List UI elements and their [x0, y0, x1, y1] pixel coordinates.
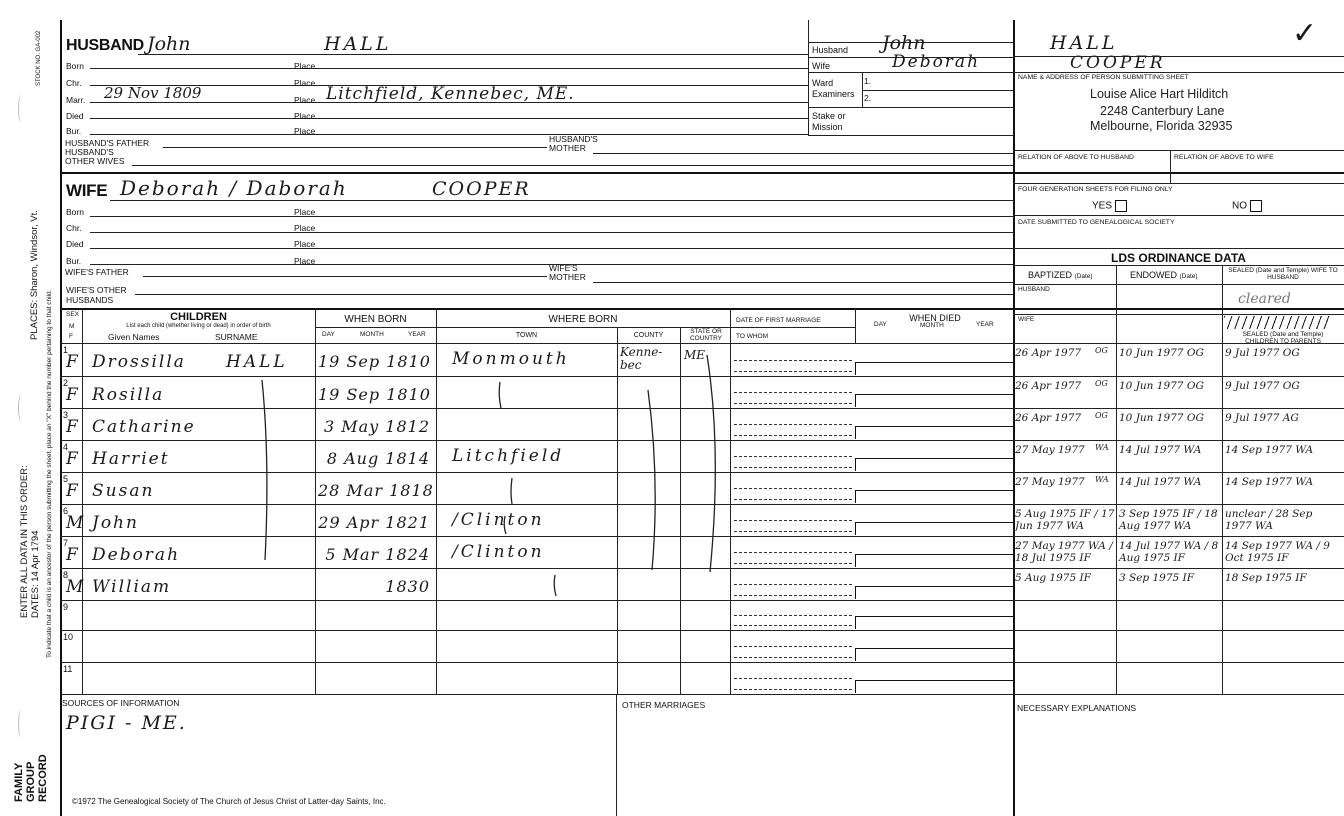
child-endowed: 14 Jul 1977 WA: [1119, 476, 1202, 488]
child-sex: F: [66, 481, 78, 501]
ward-examiner-2: 2.: [864, 93, 872, 103]
child-baptized: 26 Apr 1977: [1015, 412, 1082, 424]
child-birth-date: 29 Apr 1821: [318, 513, 430, 532]
ancestor-note: To indicate that a child is an ancestor of the person submitting the sheet, place an "X" behind the number pertaining to that child.: [46, 289, 53, 658]
child-baptized: 5 Aug 1975 IF: [1015, 572, 1091, 584]
child-birth-date: 3 May 1812: [323, 417, 430, 436]
tr-husband-label: Husband: [812, 45, 849, 55]
wife-given: Deborah / Daborah: [120, 176, 348, 200]
child-baptized: 27 May 1977 WA / 18 Jul 1975 IF: [1015, 540, 1113, 564]
child-birth-date: 19 Sep 1810: [318, 385, 431, 404]
child-number: 8: [63, 570, 69, 580]
child-given-name: Deborah: [92, 545, 181, 565]
place-label: Place: [294, 223, 316, 233]
relation-wife-label: RELATION OF ABOVE TO WIFE: [1174, 154, 1274, 161]
child-baptized: 26 Apr 1977: [1015, 347, 1082, 359]
child-number: 11: [63, 664, 73, 674]
place-label: Place: [294, 256, 316, 266]
cleared-note: cleared: [1238, 291, 1291, 307]
child-birth-date: 5 Mar 1824: [325, 545, 430, 564]
wife-chr-label: Chr.: [66, 223, 82, 233]
child-endowed: 10 Jun 1977 OG: [1119, 380, 1204, 392]
husband-title: HUSBAND: [66, 37, 144, 54]
wife-other-husbands-label: WIFE'S OTHER HUSBANDS: [66, 285, 127, 305]
places-line: PLACES: Sharon, Windsor, Vt.: [29, 210, 40, 340]
wife-mother-label: WIFE'S MOTHER: [549, 263, 586, 282]
copyright: ©1972 The Genealogical Society of The Church of Jesus Christ of Latter-day Saints, Inc.: [72, 797, 386, 806]
tr-wife-label: Wife: [812, 61, 830, 71]
endowed-header: ENDOWED (Date): [1130, 270, 1198, 280]
lds-wife-label: WIFE: [1018, 316, 1035, 323]
child-endowed: 3 Sep 1975 IF / 18 Aug 1977 WA: [1119, 508, 1218, 532]
check-mark-icon: ✓: [1292, 16, 1318, 51]
submitter-label: NAME & ADDRESS OF PERSON SUBMITTING SHEET: [1018, 74, 1189, 81]
husband-given: John: [147, 33, 191, 55]
necessary-explanations-label: NECESSARY EXPLANATIONS: [1017, 703, 1137, 713]
to-whom-header: TO WHOM: [736, 333, 769, 340]
child-sex: F: [66, 545, 78, 565]
wife-father-label: WIFE'S FATHER: [65, 267, 129, 277]
husband-surname: HALL: [324, 33, 392, 55]
yes-option[interactable]: YES: [1092, 200, 1127, 212]
husband-bur-label: Bur.: [66, 126, 82, 136]
child-birth-town: Monmouth: [452, 349, 570, 369]
sex-f-header: F: [69, 333, 73, 340]
place-label: Place: [294, 207, 316, 217]
husband-mother-label: HUSBAND'S MOTHER: [549, 134, 598, 153]
day-header: DAY: [322, 331, 335, 338]
child-sealed: 14 Sep 1977 WA: [1225, 476, 1314, 488]
child-birth-date: 19 Sep 1810: [318, 352, 431, 371]
child-baptized: 27 May 1977: [1015, 476, 1085, 488]
four-gen-label: FOUR GENERATION SHEETS FOR FILING ONLY: [1018, 186, 1173, 193]
husband-chr-label: Chr.: [66, 78, 82, 88]
child-surname: HALL: [226, 352, 288, 372]
place-label: Place: [294, 111, 316, 121]
child-endowed: 3 Sep 1975 IF: [1119, 572, 1194, 584]
wife-surname: COOPER: [432, 178, 531, 200]
child-sealed: 9 Jul 1977 OG: [1225, 380, 1300, 392]
child-birth-town: Litchfield: [452, 446, 565, 466]
baptized-header: BAPTIZED (Date): [1028, 270, 1093, 280]
husband-marr-date: 29 Nov 1809: [104, 84, 202, 102]
town-header: TOWN: [515, 332, 538, 339]
tr-husband-surname: HALL: [1050, 32, 1118, 54]
child-given-name: Drossilla: [92, 352, 186, 372]
child-birth-date: 28 Mar 1818: [318, 481, 434, 500]
sources-label: SOURCES OF INFORMATION: [62, 698, 180, 708]
place-label: Place: [294, 61, 316, 71]
other-marriages-label: OTHER MARRIAGES: [622, 700, 706, 710]
child-sex: F: [66, 417, 78, 437]
ward-examiner-1: 1.: [864, 76, 872, 86]
stock-number: STOCK NO. GA-002: [36, 30, 42, 86]
child-baptized-tag: WA: [1095, 475, 1109, 484]
child-endowed: 14 Jul 1977 WA / 8 Aug 1975 IF: [1119, 540, 1219, 564]
child-sex: F: [66, 352, 78, 372]
child-sealed: unclear / 28 Sep 1977 WA: [1225, 508, 1313, 532]
when-died-header: WHEN DIED: [909, 313, 961, 323]
husband-father-label: HUSBAND'S FATHER: [65, 138, 150, 148]
child-sealed: 9 Jul 1977 AG: [1225, 412, 1299, 424]
wife-title: WIFE: [66, 181, 108, 200]
husband-other-wives-label: HUSBAND'S OTHER WIVES: [65, 147, 125, 166]
child-number: 10: [63, 632, 74, 642]
child-number: 6: [63, 506, 69, 516]
when-born-header: WHEN BORN: [344, 314, 407, 325]
child-given-name: Susan: [92, 481, 155, 501]
tr-wife-given: Deborah: [892, 52, 981, 72]
place-label: Place: [294, 95, 316, 105]
child-sealed: 9 Jul 1977 OG: [1225, 347, 1300, 359]
child-number: 1: [63, 345, 69, 355]
sex-m-header: M: [69, 323, 75, 330]
child-birth-state: ME: [684, 348, 706, 362]
child-baptized-tag: WA: [1095, 443, 1109, 452]
child-given-name: Harriet: [92, 449, 170, 469]
child-baptized-tag: OG: [1095, 346, 1108, 355]
child-number: 2: [63, 378, 69, 388]
child-sex: F: [66, 449, 78, 469]
children-subtitle: List each child (whether living or dead) in order of birth: [126, 323, 271, 329]
stake-label: Stake or Mission: [812, 111, 846, 132]
child-baptized-tag: OG: [1095, 411, 1108, 420]
date-submitted-label: DATE SUBMITTED TO GENEALOGICAL SOCIETY: [1018, 219, 1175, 226]
child-baptized: 5 Aug 1975 IF / 17 Jun 1977 WA: [1015, 508, 1115, 532]
husband-died-label: Died: [66, 111, 84, 121]
dates-line: DATES: 14 Apr 1794: [30, 530, 41, 618]
sealed-parents-header: SEALED (Date and Temple) CHILDREN TO PARENTS: [1242, 331, 1324, 345]
lds-husband-label: HUSBAND: [1018, 286, 1050, 293]
where-born-header: WHERE BORN: [548, 314, 618, 325]
child-birth-town: /Clinton: [452, 542, 545, 562]
children-title: CHILDREN: [170, 311, 227, 323]
child-birth-county: Kenne-bec: [620, 345, 663, 372]
wife-bur-label: Bur.: [66, 256, 82, 266]
child-birth-date: 8 Aug 1814: [326, 449, 430, 468]
place-label: Place: [294, 78, 316, 88]
wife-born-label: Born: [66, 207, 84, 217]
husband-marr-label: Marr.: [66, 95, 86, 105]
child-number: 5: [63, 474, 69, 484]
relation-husband-label: RELATION OF ABOVE TO HUSBAND: [1018, 154, 1134, 161]
child-number: 4: [63, 442, 69, 452]
child-sealed: 14 Sep 1977 WA / 9 Oct 1975 IF: [1225, 540, 1330, 564]
place-label: Place: [294, 239, 316, 249]
given-names-header: Given Names: [108, 332, 160, 342]
child-given-name: William: [92, 577, 172, 597]
died-month-header: MONTH: [920, 322, 944, 329]
first-marriage-header: DATE OF FIRST MARRIAGE: [736, 317, 821, 324]
child-given-name: Catharine: [92, 417, 196, 437]
year-header: YEAR: [408, 331, 426, 338]
child-sex: M: [66, 577, 84, 597]
died-day-header: DAY: [874, 321, 887, 328]
child-sealed: 14 Sep 1977 WA: [1225, 444, 1314, 456]
tr-husband-given: John: [882, 32, 926, 54]
child-sex: M: [66, 513, 84, 533]
husband-born-label: Born: [66, 61, 84, 71]
state-header: STATE OR COUNTRY: [689, 328, 723, 342]
place-label: Place: [294, 126, 316, 136]
child-endowed: 10 Jun 1977 OG: [1119, 347, 1204, 359]
no-option[interactable]: NO: [1232, 200, 1262, 212]
child-number: 9: [63, 602, 69, 612]
child-sealed: 18 Sep 1975 IF: [1225, 572, 1307, 584]
child-baptized-tag: OG: [1095, 379, 1108, 388]
order-title: ENTER ALL DATA IN THIS ORDER:: [19, 465, 30, 618]
child-given-name: Rosilla: [92, 385, 165, 405]
county-header: COUNTY: [633, 332, 664, 339]
submitter-street: 2248 Canterbury Lane: [1100, 104, 1225, 118]
submitter-name: Louise Alice Hart Hilditch: [1090, 87, 1229, 101]
child-birth-date: 1830: [385, 577, 430, 596]
sealed-wife-header: SEALED (Date and Temple) WIFE TO HUSBAND: [1228, 267, 1338, 281]
child-given-name: John: [92, 513, 139, 533]
ward-examiners-label: Ward Examiners: [812, 78, 855, 99]
sources-value: PIGI - ME.: [66, 712, 187, 734]
child-endowed: 10 Jun 1977 OG: [1119, 412, 1204, 424]
husband-marr-place: Litchfield, Kennebec, ME.: [326, 84, 575, 104]
wife-died-label: Died: [66, 239, 84, 249]
submitter-city: Melbourne, Florida 32935: [1090, 119, 1233, 133]
month-header: MONTH: [360, 331, 384, 338]
child-birth-town: /Clinton: [452, 510, 545, 530]
child-sex: F: [66, 385, 78, 405]
child-endowed: 14 Jul 1977 WA: [1119, 444, 1202, 456]
child-number: 7: [63, 538, 69, 548]
surname-header: SURNAME: [215, 332, 258, 342]
lds-title: LDS ORDINANCE DATA: [1111, 251, 1246, 265]
child-baptized: 26 Apr 1977: [1015, 380, 1082, 392]
tr-wife-surname: COOPER: [1070, 53, 1166, 73]
sex-header: SEX: [66, 311, 80, 318]
child-number: 3: [63, 410, 69, 420]
child-baptized: 27 May 1977: [1015, 444, 1085, 456]
family-group-record-label: FAMILY GROUP RECORD: [13, 754, 49, 802]
died-year-header: YEAR: [976, 321, 994, 328]
